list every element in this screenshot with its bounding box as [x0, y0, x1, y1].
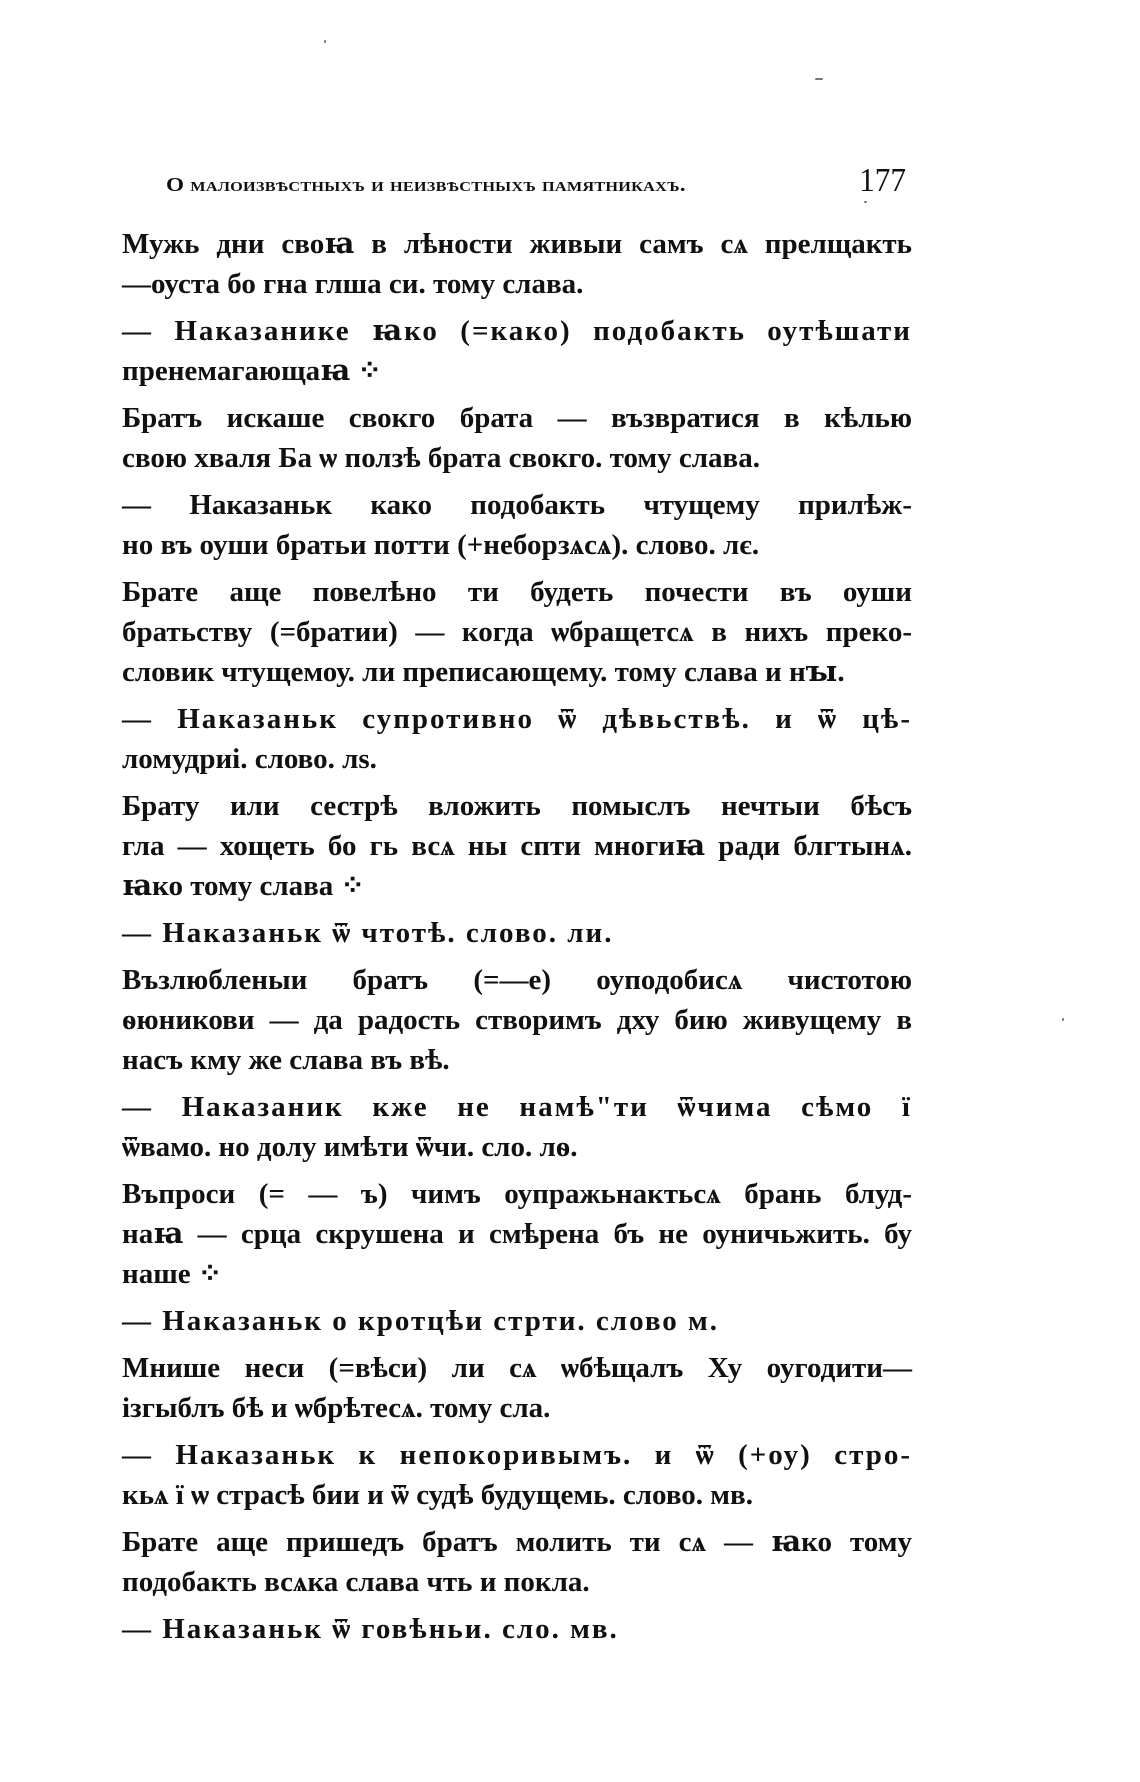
text-line: Брату или сестрѣ вложить помыслъ нечтыи бѣсъ — [122, 790, 912, 822]
paragraph — [122, 786, 912, 906]
heading-paragraph — [122, 1435, 912, 1515]
paragraph — [122, 224, 912, 304]
speck — [1062, 1018, 1064, 1021]
text-line: ѿвамо. но долу имѣти ѿчи. сло. лѳ. — [122, 1131, 578, 1163]
page-number: 177 — [859, 162, 906, 199]
text-line: — Наказаньк ѿ говѣньи. сло. мв. — [122, 1613, 619, 1645]
text-line: — Наказаньк супротивно ѿ дѣвьствѣ. и ѿ цѣ- — [122, 703, 912, 735]
text-line: ломудриі. слово. лѕ. — [122, 743, 377, 775]
text-line: Възлюбленыи братъ (=—е) оуподобисѧ чистотою — [122, 964, 912, 996]
speck — [815, 78, 823, 80]
paragraph — [122, 572, 912, 692]
text-line: словик чтущемоу. ли преписающему. тому слава и нꙑ. — [122, 656, 845, 688]
paragraph — [122, 1174, 912, 1294]
text-line: —оуста бо гна глша си. тому слава. — [122, 268, 584, 300]
heading-paragraph — [122, 913, 912, 953]
text-line: ізгыблъ бѣ и ѡбрѣтесѧ. тому сла. — [122, 1392, 551, 1424]
text-line: Мужь дни своꙗ в лѣности живыи самъ сѧ прелщакть — [122, 228, 912, 260]
text-line: насъ кму же слава въ вѣ. — [122, 1044, 450, 1076]
text-line: братьству (=братии) — когда ѡбращетсѧ в нихъ преко- — [122, 616, 912, 648]
text-line: — Наказанике ꙗко (=како) подобакть оутѣшати — [122, 315, 912, 347]
text-line: — Наказаник кже не намѣ"ти ѿчима сѣмо ї — [122, 1091, 912, 1123]
text-line: но въ оуши братьи потти (+неборзѧсѧ). слово. лє. — [122, 529, 760, 561]
heading-paragraph — [122, 485, 912, 565]
heading-paragraph — [122, 1609, 912, 1649]
text-line: — Наказаньк к непокоривымъ. и ѿ (+оу) стро- — [122, 1439, 912, 1471]
text-line: наше ⁘ — [122, 1258, 223, 1290]
text-line: — Наказаньк како подобакть чтущему прилѣж- — [122, 489, 912, 521]
paragraph — [122, 1522, 912, 1602]
text-line: гла — хощеть бо гь всѧ ны спти многиꙗ ради блгтынѧ. — [122, 830, 912, 862]
text-line: Братъ искаше свокго брата — възвратися в кѣлью — [122, 402, 912, 434]
text-line: кьѧ ї ѡ страсѣ бии и ѿ судѣ будущемь. слово. мв. — [122, 1479, 753, 1511]
heading-paragraph — [122, 1087, 912, 1167]
text-line: ꙗко тому слава ⁘ — [122, 870, 365, 902]
text-line: — Наказаньк о кротцѣи стрти. слово м. — [122, 1305, 720, 1337]
paragraph — [122, 1348, 912, 1428]
speck — [324, 40, 326, 43]
text-line: — Наказаньк ѿ чтотѣ. слово. ли. — [122, 917, 614, 949]
heading-paragraph — [122, 1301, 912, 1341]
paragraph — [122, 960, 912, 1080]
text-line: Брате аще пришедъ братъ молить ти сѧ — ꙗко тому — [122, 1526, 912, 1558]
heading-paragraph — [122, 311, 912, 391]
running-header — [166, 162, 912, 208]
text-line: свою хваля Ба ѡ ползѣ брата свокго. тому слава. — [122, 442, 760, 474]
paragraph — [122, 398, 912, 478]
heading-paragraph — [122, 699, 912, 779]
text-line: пренемагающаꙗ ⁘ — [122, 355, 382, 387]
text-line: наꙗ — срца скрушена и смѣрена бъ не оуничьжить. бу — [122, 1218, 912, 1250]
text-line: подобакть всѧка слава чть и покла. — [122, 1566, 590, 1598]
text-body — [122, 224, 912, 1649]
running-title: О малоизвѣстныхъ и неизвѣстныхъ памятникахъ. — [166, 174, 686, 196]
text-line: Мнише неси (=вѣси) ли сѧ ѡбѣщалъ Ху оугодити— — [122, 1352, 912, 1384]
text-line: Брате аще повелѣно ти будеть почести въ оуши — [122, 576, 912, 608]
text-line: Въпроси (= — ъ) чимъ оупражьнактьсѧ брань блуд- — [122, 1178, 912, 1210]
text-line: ѳюникови — да радость створимъ дху бию живущему в — [122, 1004, 912, 1036]
